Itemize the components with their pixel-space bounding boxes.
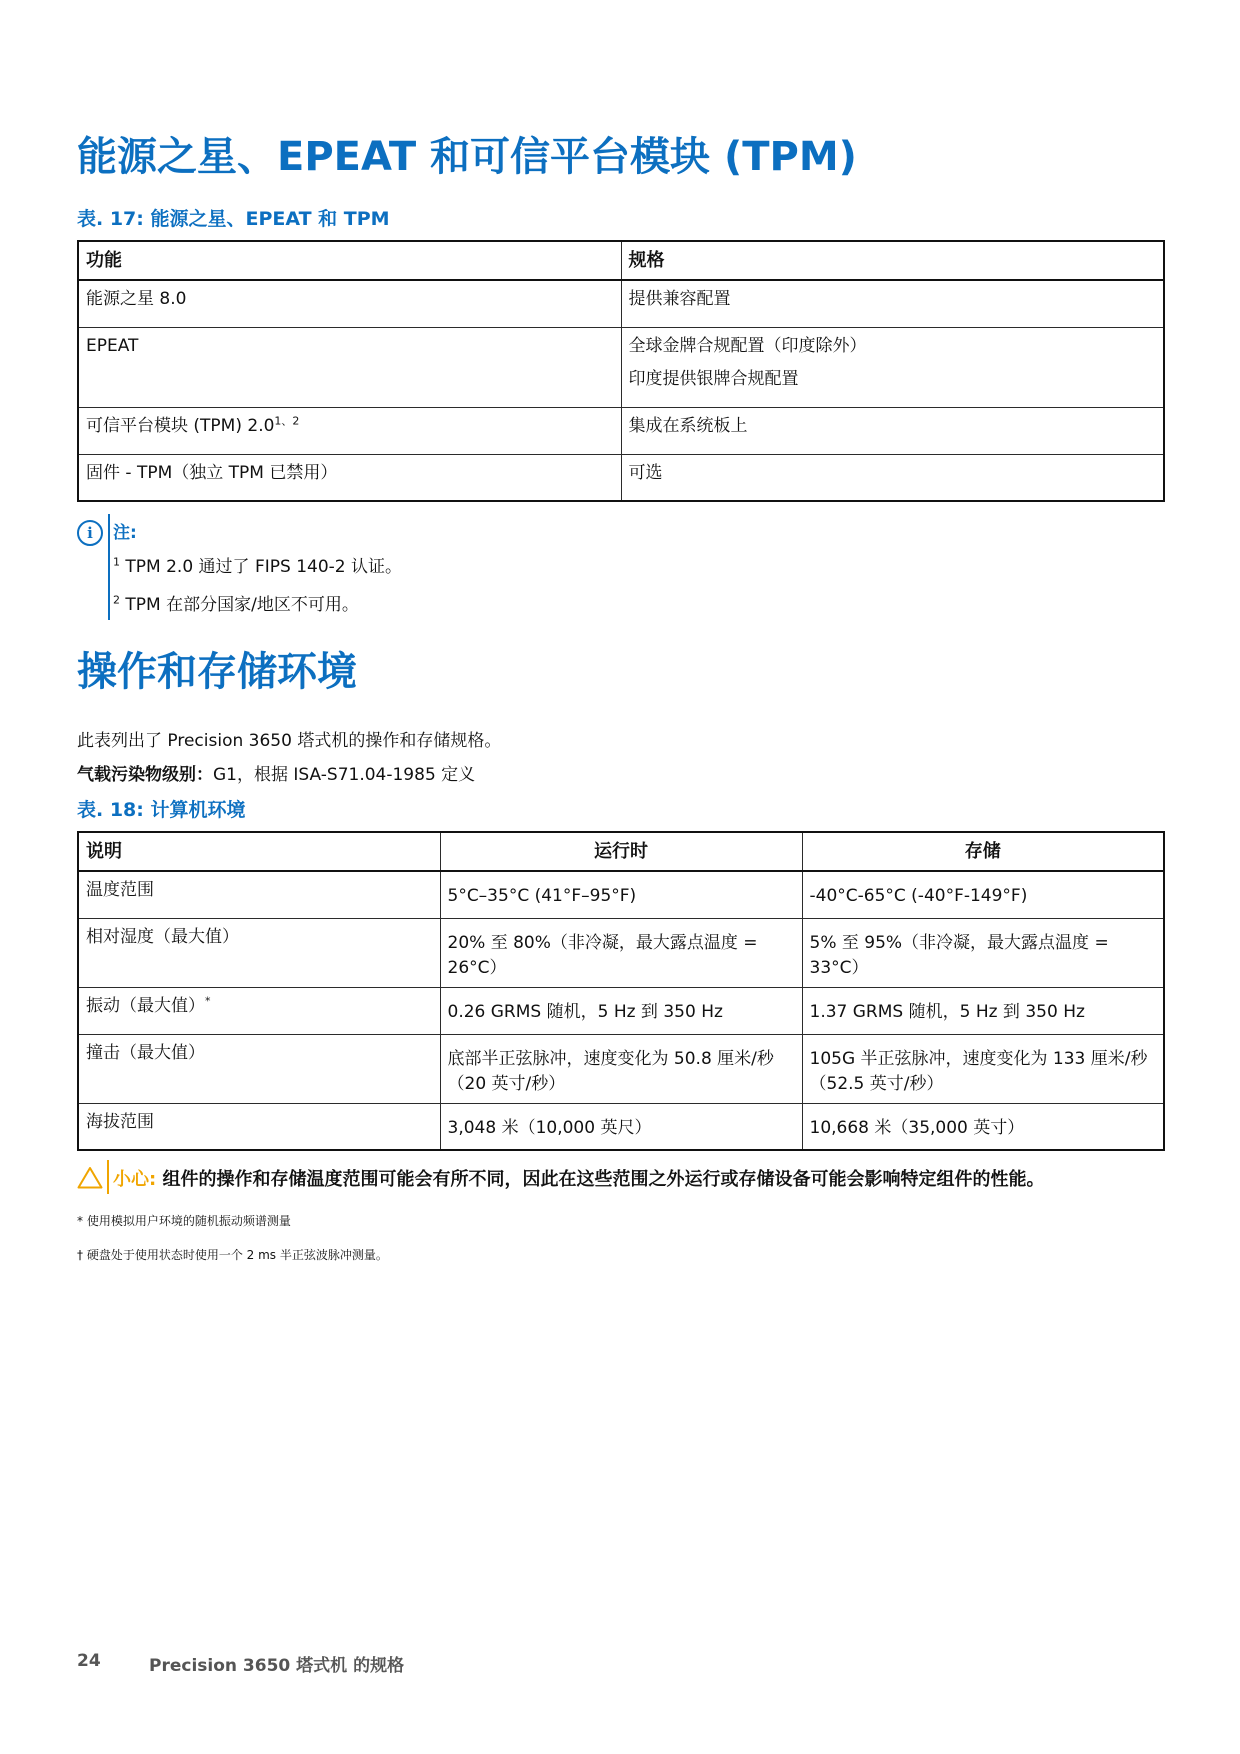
table-row <box>78 1103 1164 1150</box>
table-caption-17: 表. 17: 能源之星、EPEAT 和 TPM <box>77 208 390 230</box>
feature-cell: 固件 - TPM（独立 TPM 已禁用） <box>78 454 621 501</box>
header-storage: 存储 <box>802 832 1164 871</box>
table-row <box>78 987 1164 1034</box>
footnote-marker: 1 <box>113 555 120 569</box>
caution-message: 组件的操作和存储温度范围可能会有所不同，因此在这些范围之外运行或存储设备可能会影响特定组件的性能。 <box>162 1169 1045 1190</box>
warning-triangle-icon <box>77 1166 103 1189</box>
energy-tpm-table <box>77 240 1165 502</box>
footnote-text: 使用模拟用户环境的随机振动频谱测量 <box>86 1214 291 1228</box>
caution-bar <box>107 1160 109 1194</box>
feature-cell <box>78 407 621 454</box>
footnote-marker: * <box>205 993 211 1007</box>
storage-cell: 1.37 GRMS 随机，5 Hz 到 350 Hz <box>802 987 1164 1034</box>
footnote <box>77 1246 388 1263</box>
spec-line: 印度提供银牌合规配置 <box>628 368 799 389</box>
spec-line: 集成在系统板上 <box>628 415 748 436</box>
desc-label: 振动（最大值） <box>86 995 205 1016</box>
header-operating: 运行时 <box>440 832 802 871</box>
table-row <box>78 280 1164 327</box>
storage-cell: -40°C-65°C (-40°F-149°F) <box>802 871 1164 918</box>
spec-cell <box>621 454 1164 501</box>
table-row <box>78 454 1164 501</box>
header-description: 说明 <box>78 832 440 871</box>
table-row <box>78 327 1164 407</box>
intro-paragraph: 此表列出了 Precision 3650 塔式机的操作和存储规格。 <box>77 731 502 751</box>
note-label: 注: <box>113 523 137 543</box>
spec-cell <box>621 327 1164 407</box>
operating-cell: 20% 至 80%（非冷凝，最大露点温度 = 26°C） <box>440 918 802 987</box>
footnote-text: 硬盘处于使用状态时使用一个 2 ms 半正弦波脉冲测量。 <box>86 1248 388 1262</box>
spec-cell <box>621 280 1164 327</box>
table-row <box>78 918 1164 987</box>
feature-cell: 能源之星 8.0 <box>78 280 621 327</box>
contamination-label: 气载污染物级别： <box>77 765 213 785</box>
spec-line: 提供兼容配置 <box>628 289 731 309</box>
caution-block <box>77 1160 1167 1194</box>
footnote-marker: 2 <box>113 593 120 607</box>
contamination-line <box>77 760 475 785</box>
table-row <box>78 1034 1164 1103</box>
header-feature: 功能 <box>78 241 621 280</box>
operating-cell: 底部半正弦脉冲，速度变化为 50.8 厘米/秒（20 英寸/秒） <box>440 1034 802 1103</box>
contamination-value: G1，根据 ISA-S71.04-1985 定义 <box>213 765 476 785</box>
environment-table <box>77 831 1165 1151</box>
page-number: 24 <box>77 1651 101 1671</box>
table-caption-18: 表. 18: 计算机环境 <box>77 799 246 821</box>
header-spec: 规格 <box>621 241 1164 280</box>
spec-cell <box>621 407 1164 454</box>
table-header-row <box>78 832 1164 871</box>
storage-cell: 5% 至 95%（非冷凝，最大露点温度 = 33°C） <box>802 918 1164 987</box>
note-bar <box>108 514 110 620</box>
operating-cell: 3,048 米（10,000 英尺） <box>440 1103 802 1150</box>
desc-cell: 撞击（最大值） <box>78 1034 440 1103</box>
table-row <box>78 871 1164 918</box>
spec-line: 可选 <box>628 462 663 483</box>
desc-cell <box>78 987 440 1034</box>
footnote-marker: * <box>77 1214 83 1228</box>
note-text: TPM 2.0 通过了 FIPS 140-2 认证。 <box>125 557 402 577</box>
feature-label: 可信平台模块 (TPM) 2.0 <box>86 415 275 436</box>
desc-cell: 海拔范围 <box>78 1103 440 1150</box>
note-item <box>113 552 402 577</box>
note-text: TPM 在部分国家/地区不可用。 <box>125 595 359 615</box>
caution-label: 小心: <box>113 1169 157 1190</box>
footnote-marker: 1、2 <box>274 413 300 427</box>
storage-cell: 10,668 米（35,000 英寸） <box>802 1103 1164 1150</box>
operating-cell: 0.26 GRMS 随机，5 Hz 到 350 Hz <box>440 987 802 1034</box>
section-title-environment: 操作和存储环境 <box>77 649 357 695</box>
operating-cell: 5°C–35°C (41°F–95°F) <box>440 871 802 918</box>
spec-line: 全球金牌合规配置（印度除外） <box>628 335 867 356</box>
table-row <box>78 407 1164 454</box>
info-circle-icon: i <box>77 520 103 546</box>
section-title-energy-tpm: 能源之星、EPEAT 和可信平台模块 (TPM) <box>77 134 857 180</box>
note-item <box>113 590 359 615</box>
footnote <box>77 1212 291 1229</box>
caution-text <box>113 1165 1044 1191</box>
desc-cell: 温度范围 <box>78 871 440 918</box>
storage-cell: 105G 半正弦脉冲，速度变化为 133 厘米/秒（52.5 英寸/秒） <box>802 1034 1164 1103</box>
footer-text: Precision 3650 塔式机 的规格 <box>149 1656 405 1676</box>
footnote-marker: † <box>77 1248 83 1262</box>
feature-cell: EPEAT <box>78 327 621 407</box>
table-header-row <box>78 241 1164 280</box>
desc-cell: 相对湿度（最大值） <box>78 918 440 987</box>
note-block <box>77 514 677 620</box>
